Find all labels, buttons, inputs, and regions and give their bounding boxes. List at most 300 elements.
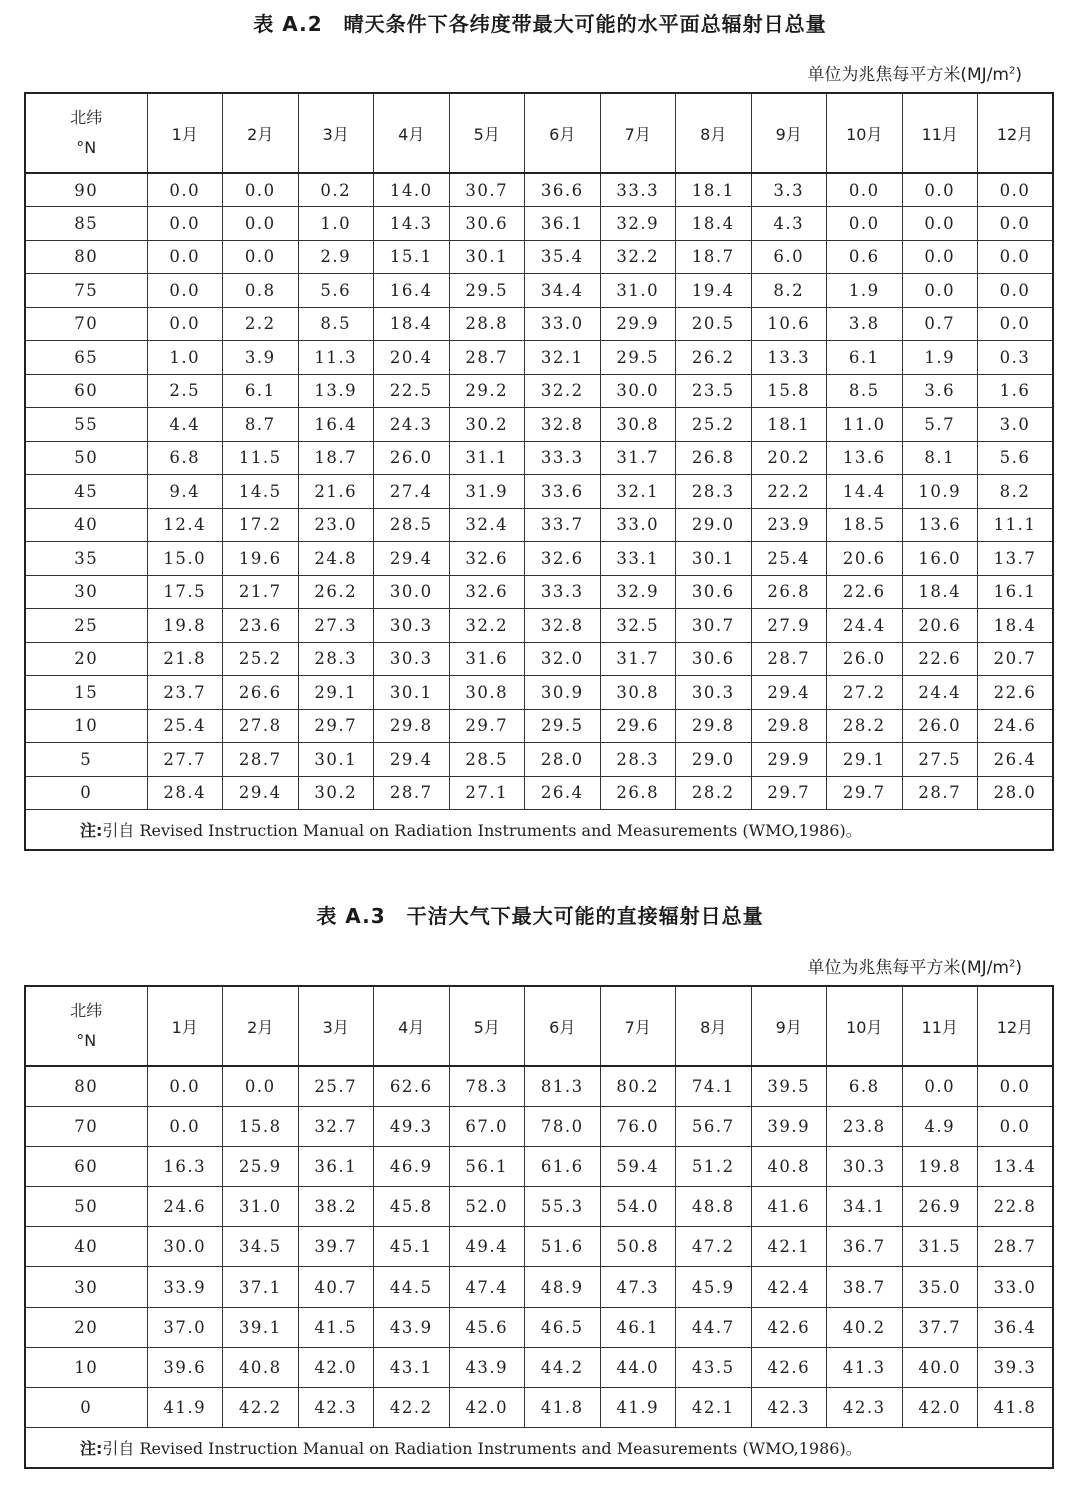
value-cell: 18.4 (902, 575, 978, 609)
value-cell: 34.4 (525, 274, 601, 308)
value-cell: 3.0 (978, 408, 1054, 442)
value-cell: 29.2 (449, 374, 525, 408)
value-cell: 40.7 (298, 1267, 374, 1307)
value-cell: 38.2 (298, 1187, 374, 1227)
value-cell: 11.0 (827, 408, 903, 442)
value-cell: 4.3 (751, 207, 827, 241)
value-cell: 41.8 (978, 1388, 1054, 1428)
value-cell: 28.5 (449, 743, 525, 777)
value-cell: 56.7 (676, 1106, 752, 1146)
value-cell: 0.7 (902, 307, 978, 341)
value-cell: 52.0 (449, 1187, 525, 1227)
value-cell: 0.0 (978, 173, 1054, 207)
latitude-cell: 60 (25, 1146, 147, 1186)
value-cell: 32.2 (525, 374, 601, 408)
table-row (25, 1146, 1053, 1186)
value-cell: 19.8 (147, 609, 223, 643)
value-cell: 0.0 (978, 1106, 1054, 1146)
table-row (25, 274, 1053, 308)
value-cell: 30.1 (374, 676, 450, 710)
value-cell: 0.0 (223, 240, 299, 274)
value-cell: 16.3 (147, 1146, 223, 1186)
value-cell: 26.2 (298, 575, 374, 609)
value-cell: 0.0 (902, 207, 978, 241)
value-cell: 0.0 (978, 240, 1054, 274)
value-cell: 3.9 (223, 341, 299, 375)
value-cell: 30.0 (147, 1227, 223, 1267)
value-cell: 15.1 (374, 240, 450, 274)
value-cell: 32.9 (600, 575, 676, 609)
value-cell: 1.9 (827, 274, 903, 308)
value-cell: 55.3 (525, 1187, 601, 1227)
latitude-cell: 50 (25, 1187, 147, 1227)
value-cell: 0.0 (147, 173, 223, 207)
value-cell: 2.5 (147, 374, 223, 408)
table-row (25, 408, 1053, 442)
value-cell: 29.8 (374, 709, 450, 743)
note-label: 注: (80, 820, 103, 840)
value-cell: 22.6 (902, 642, 978, 676)
value-cell: 29.0 (676, 743, 752, 777)
value-cell: 14.3 (374, 207, 450, 241)
latitude-cell: 30 (25, 575, 147, 609)
value-cell: 0.0 (902, 173, 978, 207)
value-cell: 6.8 (827, 1066, 903, 1106)
latitude-cell: 20 (25, 1307, 147, 1347)
value-cell: 62.6 (374, 1066, 450, 1106)
value-cell: 26.0 (827, 642, 903, 676)
value-cell: 54.0 (600, 1187, 676, 1227)
value-cell: 23.7 (147, 676, 223, 710)
table-row (25, 776, 1053, 810)
value-cell: 33.6 (525, 475, 601, 509)
value-cell: 30.1 (449, 240, 525, 274)
value-cell: 0.0 (978, 307, 1054, 341)
month-header: 2月 (223, 986, 299, 1066)
value-cell: 0.0 (223, 207, 299, 241)
value-cell: 4.9 (902, 1106, 978, 1146)
value-cell: 29.6 (600, 709, 676, 743)
value-cell: 32.0 (525, 642, 601, 676)
value-cell: 0.0 (223, 173, 299, 207)
value-cell: 30.0 (600, 374, 676, 408)
month-header: 5月 (449, 93, 525, 173)
latitude-cell: 70 (25, 307, 147, 341)
value-cell: 10.6 (751, 307, 827, 341)
value-cell: 15.8 (751, 374, 827, 408)
value-cell: 30.6 (676, 575, 752, 609)
value-cell: 45.8 (374, 1187, 450, 1227)
value-cell: 30.6 (449, 207, 525, 241)
value-cell: 40.2 (827, 1307, 903, 1347)
table-row (25, 508, 1053, 542)
value-cell: 32.4 (449, 508, 525, 542)
value-cell: 42.2 (223, 1388, 299, 1428)
value-cell: 22.2 (751, 475, 827, 509)
value-cell: 18.4 (676, 207, 752, 241)
month-header: 7月 (600, 986, 676, 1066)
value-cell: 28.3 (676, 475, 752, 509)
value-cell: 41.8 (525, 1388, 601, 1428)
value-cell: 0.0 (223, 1066, 299, 1106)
latitude-cell: 0 (25, 776, 147, 810)
value-cell: 21.6 (298, 475, 374, 509)
value-cell: 39.5 (751, 1066, 827, 1106)
value-cell: 2.2 (223, 307, 299, 341)
value-cell: 29.4 (223, 776, 299, 810)
value-cell: 49.3 (374, 1106, 450, 1146)
month-header: 1月 (147, 93, 223, 173)
value-cell: 0.6 (827, 240, 903, 274)
latitude-cell: 45 (25, 475, 147, 509)
table-row (25, 1267, 1053, 1307)
value-cell: 26.8 (751, 575, 827, 609)
value-cell: 43.9 (374, 1307, 450, 1347)
table-row (25, 1347, 1053, 1387)
value-cell: 0.0 (147, 1066, 223, 1106)
value-cell: 12.4 (147, 508, 223, 542)
value-cell: 43.5 (676, 1347, 752, 1387)
value-cell: 19.4 (676, 274, 752, 308)
value-cell: 20.6 (902, 609, 978, 643)
value-cell: 10.9 (902, 475, 978, 509)
value-cell: 32.1 (600, 475, 676, 509)
value-cell: 13.9 (298, 374, 374, 408)
value-cell: 36.4 (978, 1307, 1054, 1347)
note-row (25, 1428, 1053, 1468)
value-cell: 29.7 (449, 709, 525, 743)
value-cell: 16.4 (374, 274, 450, 308)
value-cell: 18.5 (827, 508, 903, 542)
value-cell: 42.3 (827, 1388, 903, 1428)
value-cell: 24.4 (827, 609, 903, 643)
value-cell: 8.2 (978, 475, 1054, 509)
value-cell: 32.5 (600, 609, 676, 643)
value-cell: 42.1 (751, 1227, 827, 1267)
value-cell: 41.6 (751, 1187, 827, 1227)
value-cell: 0.0 (147, 307, 223, 341)
value-cell: 30.3 (374, 642, 450, 676)
table-a3-title: 表 A.3 干洁大气下最大可能的直接辐射日总量 (316, 904, 764, 928)
value-cell: 8.7 (223, 408, 299, 442)
value-cell: 28.2 (827, 709, 903, 743)
value-cell: 19.6 (223, 542, 299, 576)
value-cell: 35.4 (525, 240, 601, 274)
value-cell: 42.2 (374, 1388, 450, 1428)
latitude-cell: 5 (25, 743, 147, 777)
latitude-cell: 80 (25, 240, 147, 274)
value-cell: 74.1 (676, 1066, 752, 1106)
latitude-header-line1: 北纬 (70, 108, 103, 127)
value-cell: 30.3 (374, 609, 450, 643)
value-cell: 3.8 (827, 307, 903, 341)
value-cell: 78.0 (525, 1106, 601, 1146)
latitude-cell: 50 (25, 441, 147, 475)
value-cell: 22.8 (978, 1187, 1054, 1227)
value-cell: 42.0 (449, 1388, 525, 1428)
value-cell: 34.1 (827, 1187, 903, 1227)
value-cell: 32.6 (449, 542, 525, 576)
value-cell: 0.2 (298, 173, 374, 207)
value-cell: 39.9 (751, 1106, 827, 1146)
value-cell: 39.1 (223, 1307, 299, 1347)
table-row (25, 1106, 1053, 1146)
value-cell: 13.3 (751, 341, 827, 375)
value-cell: 47.4 (449, 1267, 525, 1307)
value-cell: 32.7 (298, 1106, 374, 1146)
value-cell: 29.0 (676, 508, 752, 542)
value-cell: 27.4 (374, 475, 450, 509)
value-cell: 36.6 (525, 173, 601, 207)
value-cell: 41.9 (600, 1388, 676, 1428)
month-header: 9月 (751, 986, 827, 1066)
value-cell: 31.9 (449, 475, 525, 509)
value-cell: 28.4 (147, 776, 223, 810)
value-cell: 33.3 (525, 441, 601, 475)
value-cell: 31.0 (600, 274, 676, 308)
value-cell: 28.7 (902, 776, 978, 810)
table-row (25, 1066, 1053, 1106)
latitude-header-line2: °N (76, 1031, 97, 1050)
value-cell: 3.6 (902, 374, 978, 408)
value-cell: 0.0 (147, 274, 223, 308)
month-header: 12月 (978, 986, 1054, 1066)
value-cell: 36.1 (525, 207, 601, 241)
value-cell: 78.3 (449, 1066, 525, 1106)
value-cell: 0.0 (827, 173, 903, 207)
value-cell: 37.7 (902, 1307, 978, 1347)
value-cell: 32.2 (449, 609, 525, 643)
value-cell: 16.0 (902, 542, 978, 576)
month-header: 8月 (676, 986, 752, 1066)
latitude-cell: 10 (25, 709, 147, 743)
value-cell: 42.0 (902, 1388, 978, 1428)
value-cell: 32.2 (600, 240, 676, 274)
value-cell: 27.9 (751, 609, 827, 643)
value-cell: 8.1 (902, 441, 978, 475)
value-cell: 28.7 (223, 743, 299, 777)
value-cell: 30.3 (676, 676, 752, 710)
table-a2 (24, 92, 1054, 851)
value-cell: 23.0 (298, 508, 374, 542)
value-cell: 30.2 (298, 776, 374, 810)
value-cell: 29.8 (751, 709, 827, 743)
value-cell: 40.8 (223, 1347, 299, 1387)
table-a2-title: 表 A.2 晴天条件下各纬度带最大可能的水平面总辐射日总量 (253, 12, 827, 36)
value-cell: 36.7 (827, 1227, 903, 1267)
table-a3 (24, 985, 1054, 1469)
latitude-cell: 40 (25, 1227, 147, 1267)
value-cell: 30.7 (676, 609, 752, 643)
value-cell: 29.8 (676, 709, 752, 743)
value-cell: 76.0 (600, 1106, 676, 1146)
value-cell: 14.0 (374, 173, 450, 207)
value-cell: 6.1 (223, 374, 299, 408)
value-cell: 32.1 (525, 341, 601, 375)
value-cell: 33.7 (525, 508, 601, 542)
month-header: 2月 (223, 93, 299, 173)
value-cell: 25.2 (676, 408, 752, 442)
table-row (25, 374, 1053, 408)
value-cell: 33.3 (525, 575, 601, 609)
month-header: 11月 (902, 93, 978, 173)
value-cell: 43.1 (374, 1347, 450, 1387)
value-cell: 39.7 (298, 1227, 374, 1267)
value-cell: 1.6 (978, 374, 1054, 408)
value-cell: 23.8 (827, 1106, 903, 1146)
value-cell: 33.0 (978, 1267, 1054, 1307)
value-cell: 42.1 (676, 1388, 752, 1428)
latitude-cell: 40 (25, 508, 147, 542)
value-cell: 67.0 (449, 1106, 525, 1146)
value-cell: 26.4 (525, 776, 601, 810)
value-cell: 39.3 (978, 1347, 1054, 1387)
value-cell: 41.5 (298, 1307, 374, 1347)
value-cell: 31.7 (600, 441, 676, 475)
value-cell: 28.2 (676, 776, 752, 810)
note-cell (25, 810, 1053, 850)
value-cell: 30.8 (449, 676, 525, 710)
value-cell: 46.1 (600, 1307, 676, 1347)
month-header: 1月 (147, 986, 223, 1066)
value-cell: 0.0 (902, 240, 978, 274)
table-row (25, 207, 1053, 241)
value-cell: 18.1 (676, 173, 752, 207)
value-cell: 33.3 (600, 173, 676, 207)
latitude-cell: 70 (25, 1106, 147, 1146)
value-cell: 24.3 (374, 408, 450, 442)
value-cell: 28.8 (449, 307, 525, 341)
value-cell: 0.0 (978, 1066, 1054, 1106)
value-cell: 29.1 (827, 743, 903, 777)
value-cell: 42.3 (751, 1388, 827, 1428)
table-row (25, 1388, 1053, 1428)
value-cell: 22.6 (978, 676, 1054, 710)
value-cell: 44.7 (676, 1307, 752, 1347)
value-cell: 18.7 (676, 240, 752, 274)
value-cell: 80.2 (600, 1066, 676, 1106)
table-row (25, 542, 1053, 576)
value-cell: 32.6 (525, 542, 601, 576)
value-cell: 26.0 (374, 441, 450, 475)
table-a2-unit: 单位为兆焦每平方米$(MJ/m^2)$ (807, 65, 1022, 85)
value-cell: 42.3 (298, 1388, 374, 1428)
value-cell: 29.7 (298, 709, 374, 743)
table-row (25, 173, 1053, 207)
table-row (25, 709, 1053, 743)
value-cell: 38.7 (827, 1267, 903, 1307)
value-cell: 32.9 (600, 207, 676, 241)
table-row (25, 676, 1053, 710)
value-cell: 27.3 (298, 609, 374, 643)
latitude-cell: 35 (25, 542, 147, 576)
value-cell: 29.1 (298, 676, 374, 710)
value-cell: 28.7 (751, 642, 827, 676)
value-cell: 26.8 (676, 441, 752, 475)
value-cell: 35.0 (902, 1267, 978, 1307)
table-a3-unit: 单位为兆焦每平方米$(MJ/m^2)$ (807, 958, 1022, 978)
value-cell: 30.3 (827, 1146, 903, 1186)
month-header: 11月 (902, 986, 978, 1066)
table-row (25, 642, 1053, 676)
value-cell: 59.4 (600, 1146, 676, 1186)
value-cell: 27.1 (449, 776, 525, 810)
value-cell: 24.6 (147, 1187, 223, 1227)
value-cell: 20.4 (374, 341, 450, 375)
value-cell: 50.8 (600, 1227, 676, 1267)
value-cell: 9.4 (147, 475, 223, 509)
value-cell: 30.8 (600, 676, 676, 710)
value-cell: 34.5 (223, 1227, 299, 1267)
value-cell: 0.0 (827, 207, 903, 241)
latitude-cell: 30 (25, 1267, 147, 1307)
value-cell: 15.8 (223, 1106, 299, 1146)
value-cell: 27.5 (902, 743, 978, 777)
value-cell: 0.0 (978, 207, 1054, 241)
month-header: 3月 (298, 986, 374, 1066)
value-cell: 51.6 (525, 1227, 601, 1267)
value-cell: 81.3 (525, 1066, 601, 1106)
value-cell: 23.6 (223, 609, 299, 643)
value-cell: 24.8 (298, 542, 374, 576)
note-cell (25, 1428, 1053, 1468)
value-cell: 29.9 (600, 307, 676, 341)
value-cell: 8.2 (751, 274, 827, 308)
value-cell: 0.0 (147, 207, 223, 241)
value-cell: 6.8 (147, 441, 223, 475)
month-header: 9月 (751, 93, 827, 173)
month-header: 6月 (525, 93, 601, 173)
value-cell: 33.1 (600, 542, 676, 576)
value-cell: 31.0 (223, 1187, 299, 1227)
month-header: 10月 (827, 93, 903, 173)
value-cell: 0.3 (978, 341, 1054, 375)
table-row (25, 307, 1053, 341)
latitude-cell: 55 (25, 408, 147, 442)
value-cell: 18.7 (298, 441, 374, 475)
month-header: 12月 (978, 93, 1054, 173)
latitude-cell: 10 (25, 1347, 147, 1387)
value-cell: 41.9 (147, 1388, 223, 1428)
header-row (25, 986, 1053, 1066)
value-cell: 13.6 (827, 441, 903, 475)
value-cell: 44.5 (374, 1267, 450, 1307)
value-cell: 31.7 (600, 642, 676, 676)
value-cell: 30.1 (298, 743, 374, 777)
value-cell: 33.0 (525, 307, 601, 341)
value-cell: 28.3 (600, 743, 676, 777)
value-cell: 28.0 (978, 776, 1054, 810)
table-row (25, 475, 1053, 509)
table-row (25, 441, 1053, 475)
month-header: 10月 (827, 986, 903, 1066)
value-cell: 0.0 (902, 1066, 978, 1106)
value-cell: 31.5 (902, 1227, 978, 1267)
latitude-cell: 15 (25, 676, 147, 710)
value-cell: 47.2 (676, 1227, 752, 1267)
value-cell: 45.1 (374, 1227, 450, 1267)
value-cell: 25.2 (223, 642, 299, 676)
month-header: 7月 (600, 93, 676, 173)
value-cell: 14.4 (827, 475, 903, 509)
table-row (25, 575, 1053, 609)
month-header: 4月 (374, 986, 450, 1066)
value-cell: 26.8 (600, 776, 676, 810)
value-cell: 11.3 (298, 341, 374, 375)
value-cell: 0.0 (978, 274, 1054, 308)
value-cell: 26.6 (223, 676, 299, 710)
latitude-cell: 20 (25, 642, 147, 676)
